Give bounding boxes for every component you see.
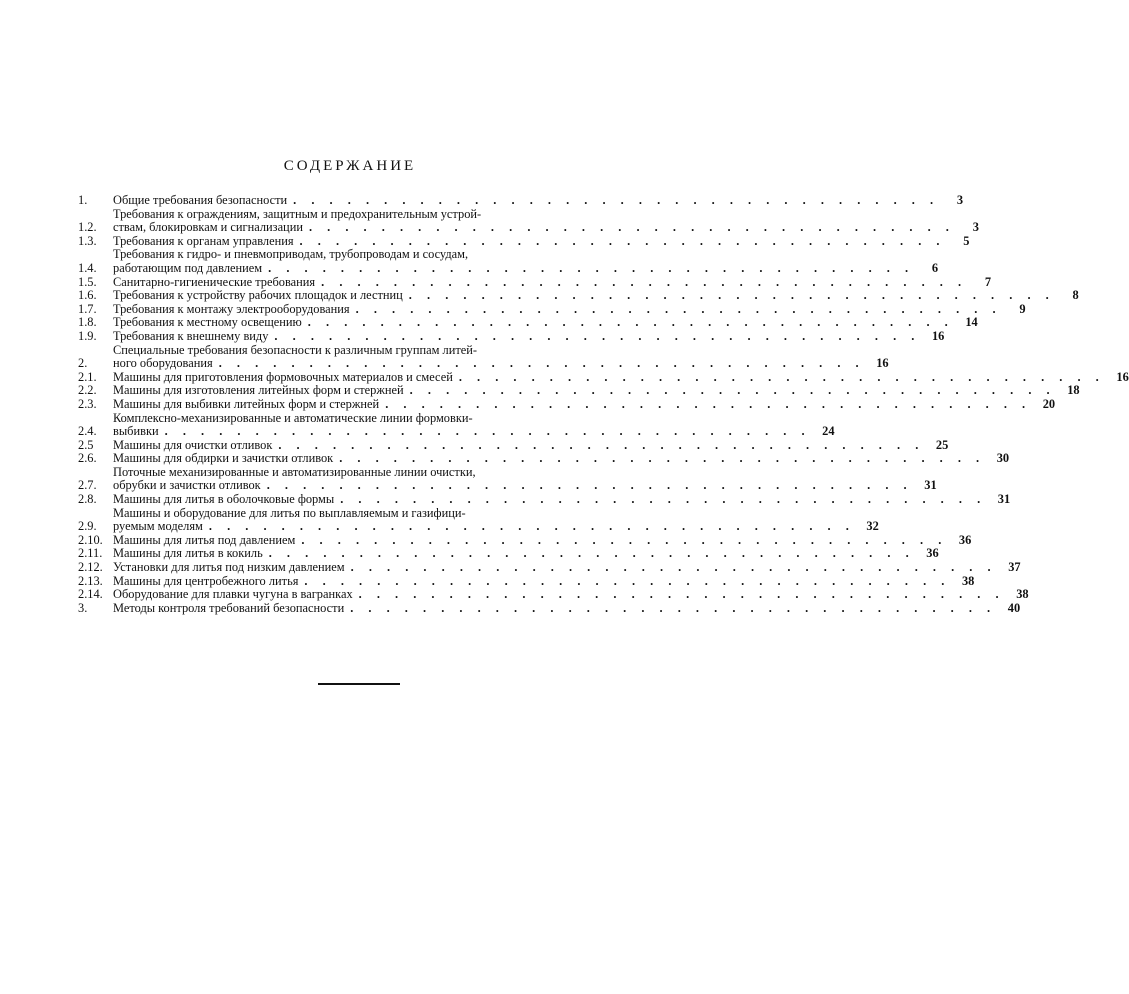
toc-entry-text: руемым моделям [113,519,203,534]
toc-entry-number: 1.9. [78,328,97,343]
toc-entry [78,301,1026,317]
toc-entry-text: Требования к ограждениям, защитным и предохранительным устрой- [113,206,482,221]
toc-entry-text: Требования к внешнему виду [113,328,269,343]
toc-entry-text: Санитарно-гигиенические требования [113,274,316,289]
toc-entry-page: 20 [1042,396,1056,411]
table-of-contents [78,193,1129,615]
toc-entry-text: ного оборудования [113,356,213,371]
dot-leader: . . . . . . . . . . . . . . . . . . . . . . . . . . . . . . . . . . . . [340,492,987,507]
toc-entry-text: Методы контроля требований безопасности [113,600,345,615]
dot-leader: . . . . . . . . . . . . . . . . . . . . . . . . . . . . . . . . . . . . [278,437,925,452]
toc-entry-title [113,371,1105,385]
toc-entry-page: 40 [1007,600,1021,615]
toc-entry-number: 2.14. [78,587,103,602]
toc-entry-page: 7 [984,274,992,289]
toc-entry-title [113,575,950,589]
toc-entry [78,573,975,589]
toc-entry-number: 2.12. [78,560,103,575]
toc-entry-page: 36 [958,532,972,547]
toc-entry-text: Машины для изготовления литейных форм и стержней [113,383,404,398]
toc-entry-title [113,507,855,534]
toc-entry [78,396,1056,412]
toc-entry-title [113,398,1031,412]
toc-entry-title [113,344,865,371]
toc-entry [78,247,939,275]
toc-entry-number: 2. [78,356,88,371]
toc-entry-text: Машины для центробежного литья [113,573,299,588]
toc-entry-page: 18 [1067,383,1080,398]
toc-entry-title [113,534,947,548]
dot-leader: . . . . . . . . . . . . . . . . . . . . . . . . . . . . . . . . . . . . [304,573,951,588]
dot-leader: . . . . . . . . . . . . . . . . . . . . . . . . . . . . . . . . . . . . [385,396,1032,411]
toc-entry-number: 2.5 [78,437,94,452]
dot-leader: . . . . . . . . . . . . . . . . . . . . . . . . . . . . . . . . . . . . [458,369,1105,384]
toc-entry-number: 1.5. [78,274,97,289]
toc-entry-title [113,412,811,439]
toc-entry-number: 3. [78,600,88,615]
toc-entry-text: Машины для литья под давлением [113,532,296,547]
toc-entry-page: 36 [926,546,939,561]
toc-entry-page: 30 [996,451,1010,466]
toc-entry-page: 31 [997,492,1011,507]
toc-entry-text: Требования к монтажу электрооборудования [113,301,350,316]
page-title: СОДЕРЖАНИЕ [283,158,417,174]
toc-entry-number: 2.11. [78,546,103,561]
toc-entry-number: 1.6. [78,288,97,303]
toc-entry-page: 32 [866,519,879,534]
toc-entry [78,342,889,371]
toc-entry [78,451,1010,466]
toc-entry [78,546,939,561]
dot-leader: . . . . . . . . . . . . . . . . . . . . . . . . . . . . . . . . . . . . [218,356,865,371]
toc-entry-title [113,561,997,575]
toc-entry [78,492,1011,507]
dot-leader: . . . . . . . . . . . . . . . . . . . . . . . . . . . . . . . . . . . . [321,274,968,289]
toc-entry [78,288,1079,303]
toc-entry-number: 1.2. [78,220,97,235]
toc-entry [78,532,972,548]
toc-entry-title [113,547,915,561]
toc-entry-text: Общие требования безопасности [113,193,288,207]
toc-entry-page: 6 [931,260,939,275]
toc-entry-title [113,235,945,249]
toc-entry-text: выбивки [113,424,159,439]
dot-leader: . . . . . . . . . . . . . . . . . . . . . . . . . . . . . . . . . . . . [274,328,921,343]
toc-entry-text: Установки для литья под низким давлением [113,560,345,575]
dot-leader: . . . . . . . . . . . . . . . . . . . . . . . . . . . . . . . . . . . . [355,301,1002,316]
toc-entry-title [113,248,914,275]
toc-entry [78,600,1021,616]
toc-entry-page: 31 [924,478,937,493]
dot-leader: . . . . . . . . . . . . . . . . . . . . . . . . . . . . . . . . . . . . [266,478,913,493]
toc-entry-page: 25 [935,437,949,452]
toc-entry-title [113,316,954,330]
dot-leader: . . . . . . . . . . . . . . . . . . . . . . . . . . . . . . . . . . . . [299,233,946,248]
dot-leader: . . . . . . . . . . . . . . . . . . . . . . . . . . . . . . . . . . . . [164,424,811,439]
toc-entry [78,315,978,330]
dot-leader: . . . . . . . . . . . . . . . . . . . . . . . . . . . . . . . . . . . . [339,451,986,466]
toc-entry-page: 16 [931,328,945,343]
toc-entry-number: 2.9. [78,519,97,534]
dot-leader: . . . . . . . . . . . . . . . . . . . . . . . . . . . . . . . . . . . . [350,600,997,615]
toc-entry-title [113,439,924,453]
toc-entry-text: Комплексно-механизированные и автоматические линии формовки- [113,410,473,425]
toc-entry-number: 2.8. [78,492,97,507]
toc-entry [78,328,945,344]
toc-entry-page: 16 [1116,369,1129,384]
toc-entry-title [113,452,985,466]
toc-entry-text: Требования к органам управления [113,233,294,248]
toc-entry-text: Поточные механизированные и автоматизированные линии очистки, [113,464,476,479]
toc-entry-number: 2.13. [78,573,103,588]
toc-entry-title [113,303,1002,317]
toc-entry-title [113,588,1005,602]
dot-leader: . . . . . . . . . . . . . . . . . . . . . . . . . . . . . . . . . . . . [268,546,915,561]
dot-leader: . . . . . . . . . . . . . . . . . . . . . . . . . . . . . . . . . . . . [409,383,1056,398]
toc-entry-text: Машины для очистки отливок [113,437,273,452]
toc-entry-text: Требования к устройству рабочих площадок и лестниц [113,288,403,303]
toc-entry-page: 38 [1016,587,1029,602]
toc-entry-number: 1. [78,193,88,207]
toc-entry [78,437,949,453]
toc-entry-text: Машины для литья в кокиль [113,546,263,561]
toc-entry-text: ствам, блокировкам и сигнализации [113,220,303,235]
toc-entry-title [113,330,920,344]
dot-leader: . . . . . . . . . . . . . . . . . . . . . . . . . . . . . . . . . . . . [358,587,1005,602]
toc-entry [78,383,1080,398]
toc-entry-page: 37 [1008,560,1021,575]
toc-entry-number: 1.7. [78,301,97,316]
toc-entry-text: Машины для литья в оболочковые формы [113,492,335,507]
toc-entry [78,505,879,534]
toc-entry-text: обрубки и зачистки отливок [113,478,261,493]
toc-entry [78,410,835,439]
toc-entry-text: Машины и оборудование для литья по выплавляемым и газифици- [113,505,466,520]
toc-entry-number: 1.4. [78,260,97,275]
toc-entry [78,206,979,235]
dot-leader: . . . . . . . . . . . . . . . . . . . . . . . . . . . . . . . . . . . . [301,532,948,547]
toc-entry-title [113,276,967,290]
dot-leader: . . . . . . . . . . . . . . . . . . . . . . . . . . . . . . . . . . . . [307,315,954,330]
toc-entry [78,233,970,249]
toc-entry [78,369,1129,385]
dot-leader: . . . . . . . . . . . . . . . . . . . . . . . . . . . . . . . . . . . . [268,260,915,275]
toc-entry-title [113,493,986,507]
toc-entry-page: 3 [972,220,979,235]
toc-entry-text: Машины для обдирки и зачистки отливок [113,451,334,466]
dot-leader: . . . . . . . . . . . . . . . . . . . . . . . . . . . . . . . . . . . . [308,220,955,235]
toc-entry-number: 1.8. [78,315,97,330]
toc-entry-title [113,466,913,493]
toc-entry-number: 2.10. [78,532,103,547]
dot-leader: . . . . . . . . . . . . . . . . . . . . . . . . . . . . . . . . . . . . [208,519,855,534]
toc-entry-title [113,289,1055,303]
toc-entry [78,560,1021,575]
toc-entry-number: 2.4. [78,424,97,439]
toc-entry-page: 3 [956,193,964,207]
divider [318,683,400,685]
toc-entry-title [113,384,1056,398]
toc-entry-text: Машины для выбивки литейных форм и стержней [113,396,380,411]
toc-entry [78,193,964,208]
toc-entry-page: 9 [1019,301,1026,316]
dot-leader: . . . . . . . . . . . . . . . . . . . . . . . . . . . . . . . . . . . . [350,560,997,575]
toc-entry-page: 5 [963,233,970,248]
toc-entry-page: 16 [876,356,889,371]
toc-entry [78,464,937,493]
toc-entry-page: 38 [961,573,975,588]
toc-entry-number: 2.3. [78,396,97,411]
toc-entry-page: 8 [1072,288,1079,303]
toc-entry-text: Требования к местному освещению [113,315,302,330]
toc-entry-text: Специальные требования безопасности к различным группам литей- [113,342,478,357]
toc-entry [78,587,1029,602]
toc-entry-number: 2.6. [78,451,97,466]
toc-entry-number: 2.7. [78,478,97,493]
toc-entry-text: Требования к гидро- и пневмоприводам, трубопроводам и сосудам, [113,247,469,262]
toc-entry-text: работающим под давлением [113,260,263,275]
toc-entry-number: 2.2. [78,383,97,398]
toc-entry-number: 1.3. [78,233,97,248]
toc-entry-number: 2.1. [78,369,97,384]
toc-entry-text: Оборудование для плавки чугуна в вагранках [113,587,353,602]
dot-leader: . . . . . . . . . . . . . . . . . . . . . . . . . . . . . . . . . . . . [408,288,1055,303]
toc-entry-title [113,602,996,616]
toc-entry [78,274,992,290]
toc-entry-title [113,194,939,208]
toc-entry-page: 14 [965,315,978,330]
toc-entry-title [113,208,955,235]
dot-leader: . . . . . . . . . . . . . . . . . . . . . . . . . . . . . . . . . . . . [293,193,940,207]
toc-entry-page: 24 [822,424,835,439]
toc-entry-text: Машины для приготовления формовочных материалов и смесей [113,369,453,384]
